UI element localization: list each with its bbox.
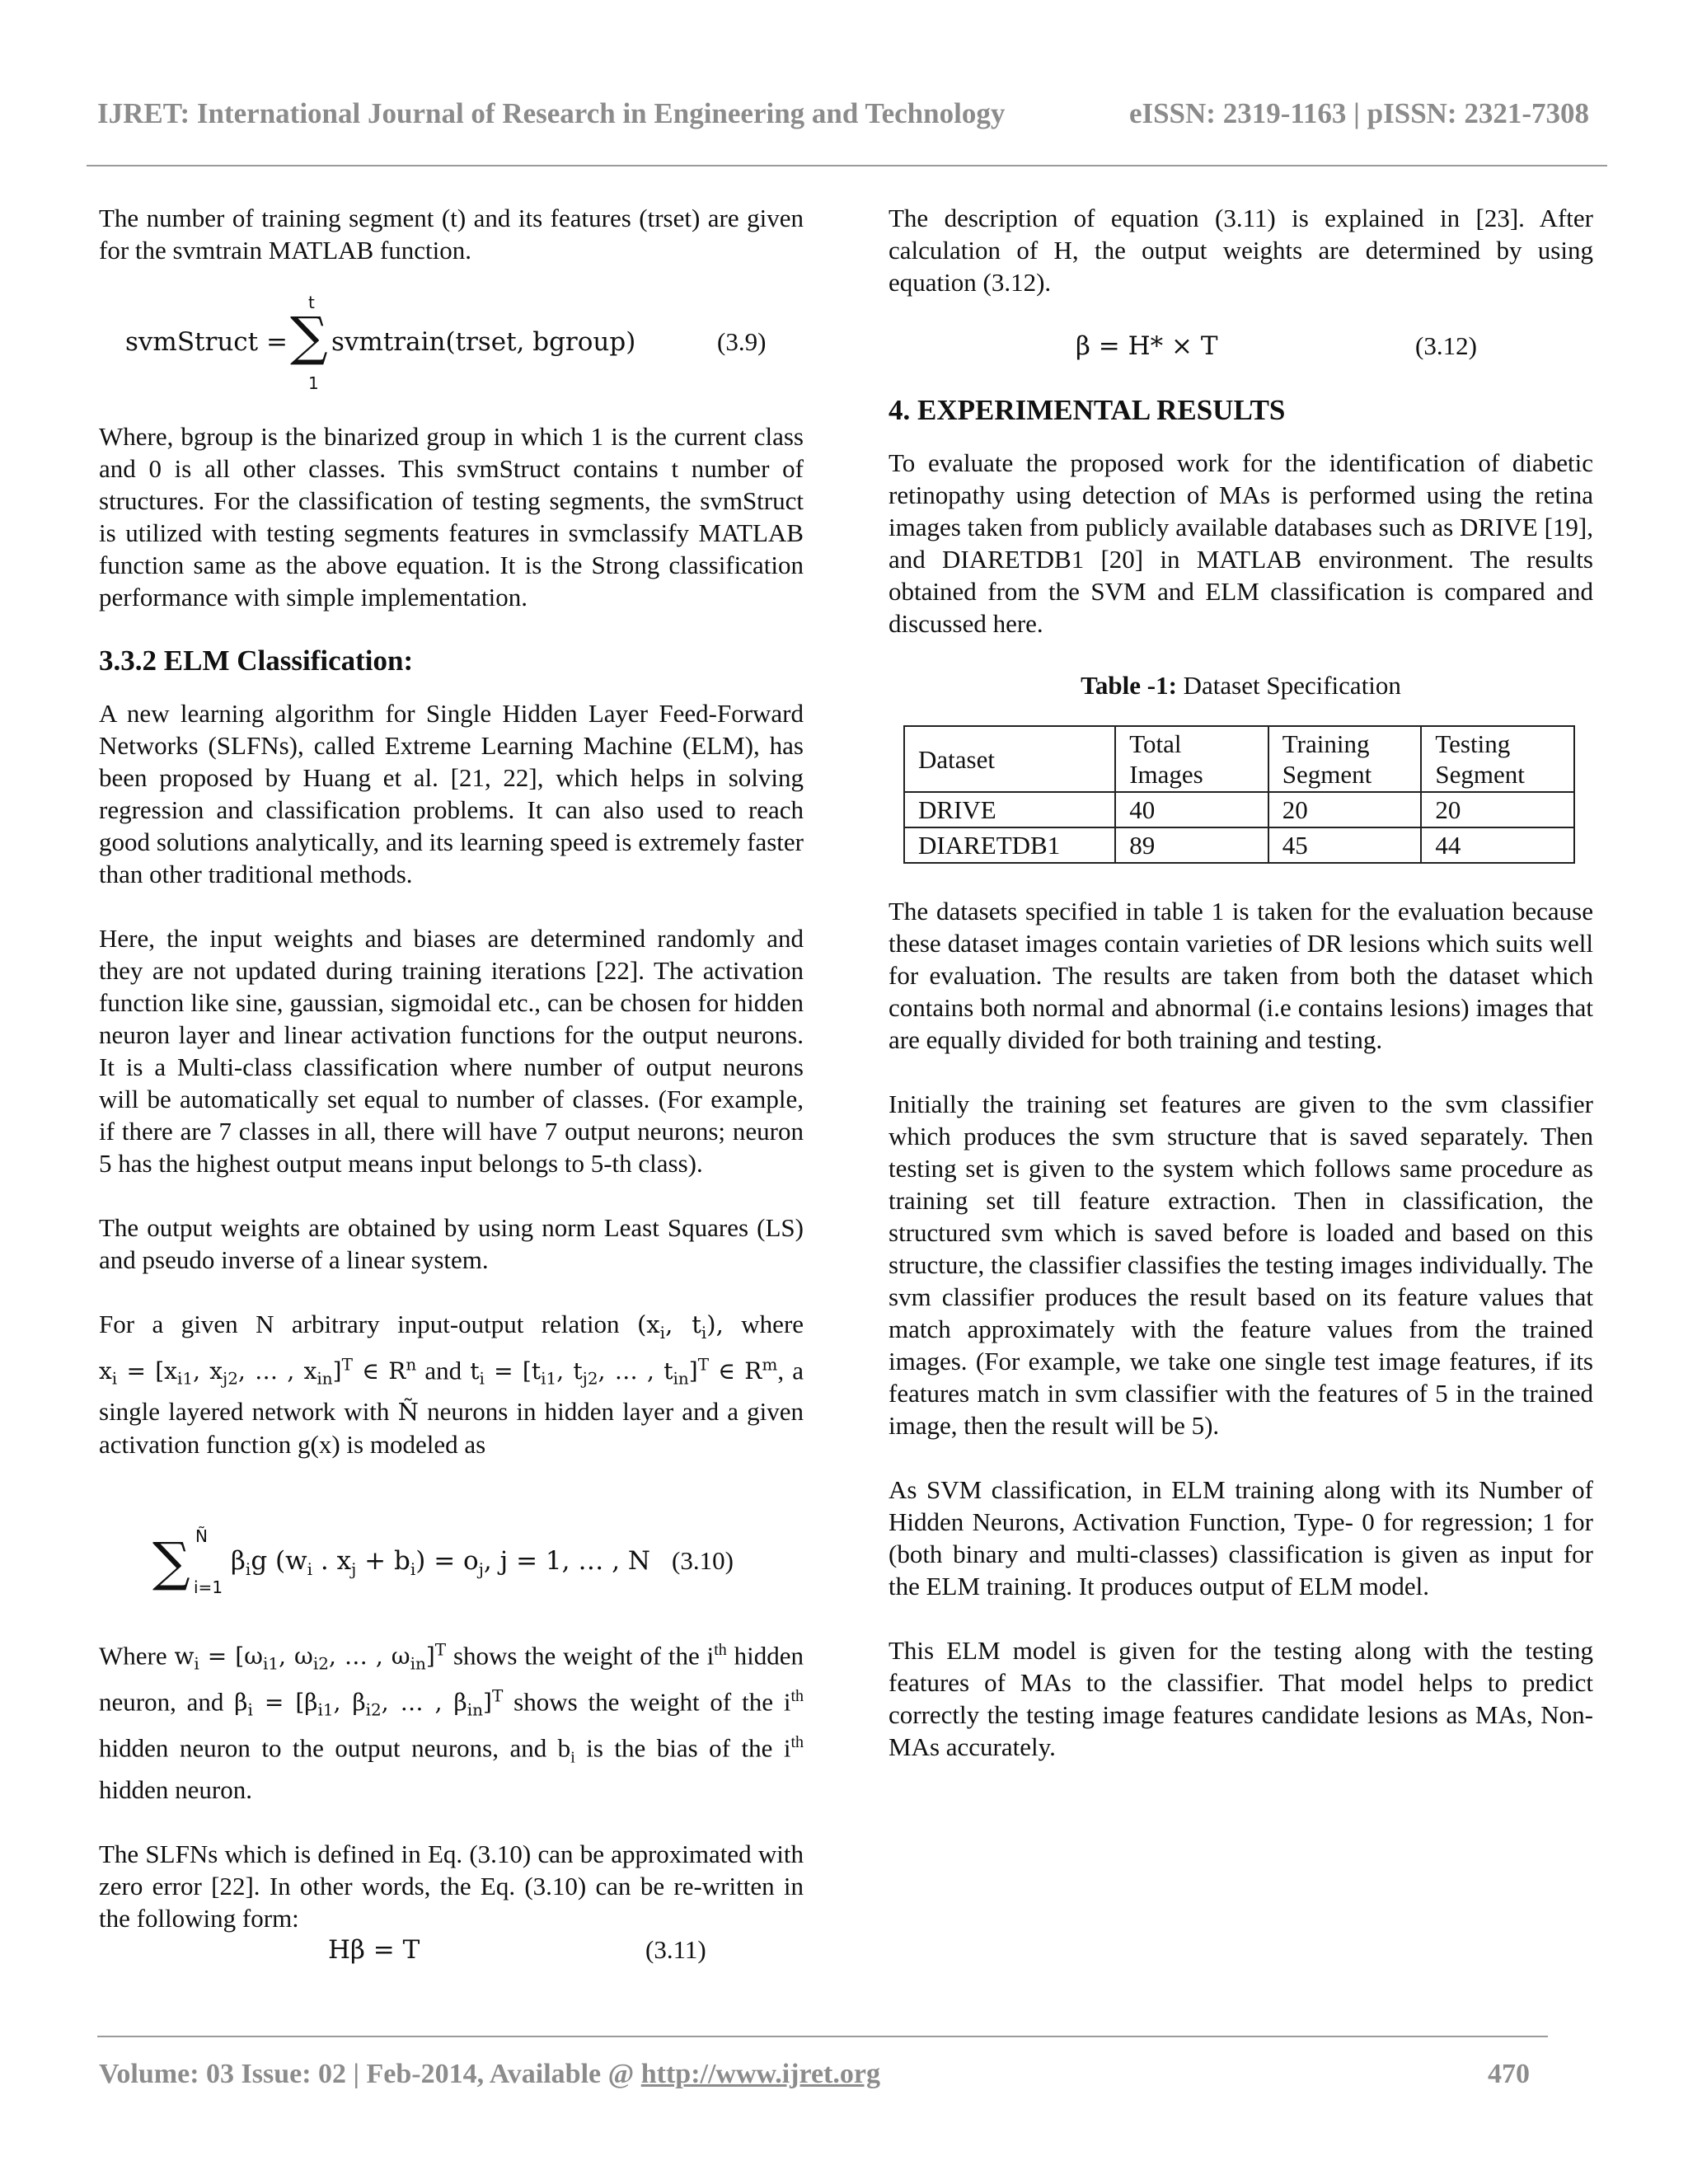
table-cell: DIARETDB1	[904, 827, 1115, 863]
table-row	[904, 792, 1574, 827]
eq39-lhs: svmStruct =	[125, 327, 288, 357]
table-caption-label: Table -1:	[1081, 671, 1177, 700]
eq312-number: (3.12)	[1415, 331, 1477, 360]
eq39-sum-bottom: 1	[308, 373, 319, 393]
right-col-block2	[889, 394, 1593, 1763]
page-number: 470	[1488, 2059, 1530, 2089]
table-header-cell: Training Segment	[1268, 726, 1422, 792]
p6a: For a given N arbitrary input-output relation	[99, 1310, 620, 1338]
para-trainset: The number of training segment (t) and its features (trset) are given for the svmtrain MATLAB function.	[99, 204, 804, 265]
p7b: shows the weight of the	[452, 1641, 700, 1671]
journal-link[interactable]: http://www.ijret.org	[640, 2059, 880, 2089]
para-evaluate: To evaluate the proposed work for the identification of diabetic retinopathy using detection of MAs is performed using the retina images taken from publicly available databases such as DRIVE [19], and DIARETDB1 [20] in MATLAB environment. The results obtained from the SVM and ELM classification is compared and discussed here.	[889, 448, 1593, 638]
table-cell: 44	[1421, 827, 1574, 863]
right-column	[889, 202, 1593, 298]
para-slfn-approx: The SLFNs which is defined in Eq. (3.10) can be approximated with zero error [22]. In other words, the Eq. (3.10) can be re-written in the following form:	[99, 1840, 804, 1933]
p6c: a single layered network with	[99, 1356, 804, 1426]
p7f: is the bias of the	[586, 1733, 773, 1763]
table-cell: 89	[1115, 827, 1268, 863]
table-caption-text: Dataset Specification	[1176, 671, 1401, 700]
table-header-cell: Dataset	[904, 726, 1115, 792]
para-datasets-specified: The datasets specified in table 1 is taken for the evaluation because these dataset images contain varieties of DR lesions which suits well for evaluation. The results are taken from both the dataset which contains both normal and abnormal (i.e contains lesions) images that are equally divided for both training and testing.	[889, 897, 1593, 1054]
table-cell: 40	[1115, 792, 1268, 827]
p6d: neurons in hidden layer and a given activation function g(x) is modeled as	[99, 1396, 804, 1459]
para-bgroup: Where, bgroup is the binarized group in which 1 is the current class and 0 is all other classes. This svmStruct contains t number of structures. For the classification of testing segments, the svmStruct is utilized with testing segments features in svmclassify MATLAB function same as the above equation. It is the Strong classification performance with simple implementation.	[99, 422, 804, 612]
equation-3-10	[152, 1526, 787, 1609]
footer-volume	[99, 2059, 880, 2090]
footer-rule	[97, 2036, 1548, 2037]
eq39-rhs: svmtrain(trset, bgroup)	[331, 327, 636, 357]
left-col-block3	[99, 1634, 804, 1934]
p7a: Where	[99, 1641, 167, 1671]
eq310-expr: $\beta_ig$ ($w_i$ . $x_j + b_i) = o_j$, j = 1, … , N	[231, 1546, 651, 1580]
table-header-cell: Testing Segment	[1421, 726, 1574, 792]
table-cell: 45	[1268, 827, 1422, 863]
p7d: shows the weight of the	[513, 1687, 773, 1717]
sigma-symbol: ∑	[290, 307, 328, 368]
para-elm-model: This ELM model is given for the testing along with the testing features of MAs to the classifier. That model helps to predict correctly the testing image features candidate lesions as MAs, Non-MAs accurately.	[889, 1636, 1593, 1761]
eq311-expr: Hβ = T	[328, 1935, 420, 1965]
eq39-sum-top: t	[308, 293, 315, 312]
para-weights-def: Where $w_i = [\omega_{i1}$, $\omega_{i2}$, … , $\omega_{in}]^T$ shows the weight of the $i^{th}$ hidden neuron, and $\beta_i = [\beta_{i1}$, $\beta_{i2}$, … , $\beta_{in}]^T$ shows the weight of the $i^{th}$ hidden neuron to the output neurons, and $b_i$ is the bias of the $i^{th}$ hidden neuron.	[99, 1640, 804, 1805]
eq310-sum-top: Ñ	[195, 1526, 208, 1546]
eq39-number: (3.9)	[717, 327, 767, 356]
table-cell: 20	[1421, 792, 1574, 827]
left-column	[99, 202, 804, 266]
p7g: hidden neuron.	[99, 1775, 252, 1805]
eq312-expr: β = H* × T	[1076, 331, 1218, 361]
left-col-block2	[99, 420, 804, 1460]
footer-volume-text: Volume: 03 Issue: 02 | Feb-2014, Available @	[99, 2059, 641, 2089]
journal-header: IJRET: International Journal of Research in Engineering and Technology	[97, 97, 1006, 129]
para-svm-elm: As SVM classification, in ELM training along with its Number of Hidden Neurons, Activation Function, Type- 0 for regression; 1 for (both binary and multi-classes) classification is given as input for the ELM training. It produces output of ELM model.	[889, 1475, 1593, 1601]
para-output-weights: The output weights are obtained by using norm Least Squares (LS) and pseudo inverse of a linear system.	[99, 1213, 804, 1274]
para-input-output: For a given N arbitrary input-output relation ($x_i$, $t_i$), where $x_i = [x_{i1}$, $x_{j2}$, … , $x_{in}]^T$ ∈ $R^n$ and $t_i = [t_{i1}$, $t_{j2}$, … , $t_{in}]^T$ ∈ $R^m$, a single layered network with Ñ neurons in hidden layer and a given activation function g(x) is modeled as	[99, 1310, 804, 1459]
p7e: hidden neuron to the output neurons, and	[99, 1733, 547, 1763]
table-header-row	[904, 726, 1574, 792]
eq310-number: (3.10)	[672, 1546, 734, 1575]
eq310-sum-bottom: i=1	[194, 1577, 223, 1597]
table-cell: DRIVE	[904, 792, 1115, 827]
table-row	[904, 827, 1574, 863]
para-elm-intro: A new learning algorithm for Single Hidden Layer Feed-Forward Networks (SLFNs), called Extreme Learning Machine (ELM), has been proposed by Huang et al. [21, 22], which helps in solving regression and classification problems. It can also used to reach good solutions analytically, and its learning speed is extremely faster than other traditional methods.	[99, 699, 804, 888]
heading-elm: 3.3.2 ELM Classification:	[99, 644, 414, 677]
p6b: where	[741, 1310, 804, 1338]
para-eq311-desc: The description of equation (3.11) is explained in [23]. After calculation of H, the output weights are determined by using equation (3.12).	[889, 204, 1593, 297]
table-caption	[889, 671, 1593, 701]
p7c: hidden neuron, and	[99, 1641, 804, 1717]
issn-header: eISSN: 2319-1163 | pISSN: 2321-7308	[1128, 97, 1589, 129]
table-cell: 20	[1268, 792, 1422, 827]
para-input-weights: Here, the input weights and biases are determined randomly and they are not updated during training iterations [22]. The activation function like sine, gaussian, sigmoidal etc., can be chosen for hidden neuron layer and linear activation functions for the output neurons. It is a Multi-class classification where number of output neurons will be automatically set equal to number of classes. (For example, if there are 7 classes in all, there will have 7 output neurons; neuron 5 has the highest output means input belongs to 5-th class).	[99, 924, 804, 1178]
dataset-table	[903, 725, 1575, 864]
sigma-symbol: ∑	[152, 1532, 190, 1593]
header-rule	[87, 165, 1607, 166]
equation-3-9	[125, 293, 785, 400]
para-training-set: Initially the training set features are given to the svm classifier which produces the svm structure that is saved separately. Then testing set is given to the system which follows same procedure as training set till feature extraction. Then in classification, the structured svm which is saved before is loaded and based on this structure, the classifier classifies the testing images individually. The svm classifier produces the result based on its feature values that match approximately with the feature values from the trained images. (For example, we take one single test image features, if its features match in svm classifier with the features of 5 in the trained image, then the result will be 5).	[889, 1090, 1593, 1440]
heading-experimental-results: 4. EXPERIMENTAL RESULTS	[889, 394, 1286, 426]
table-header-cell: Total Images	[1115, 726, 1268, 792]
eq311-number: (3.11)	[645, 1935, 706, 1964]
